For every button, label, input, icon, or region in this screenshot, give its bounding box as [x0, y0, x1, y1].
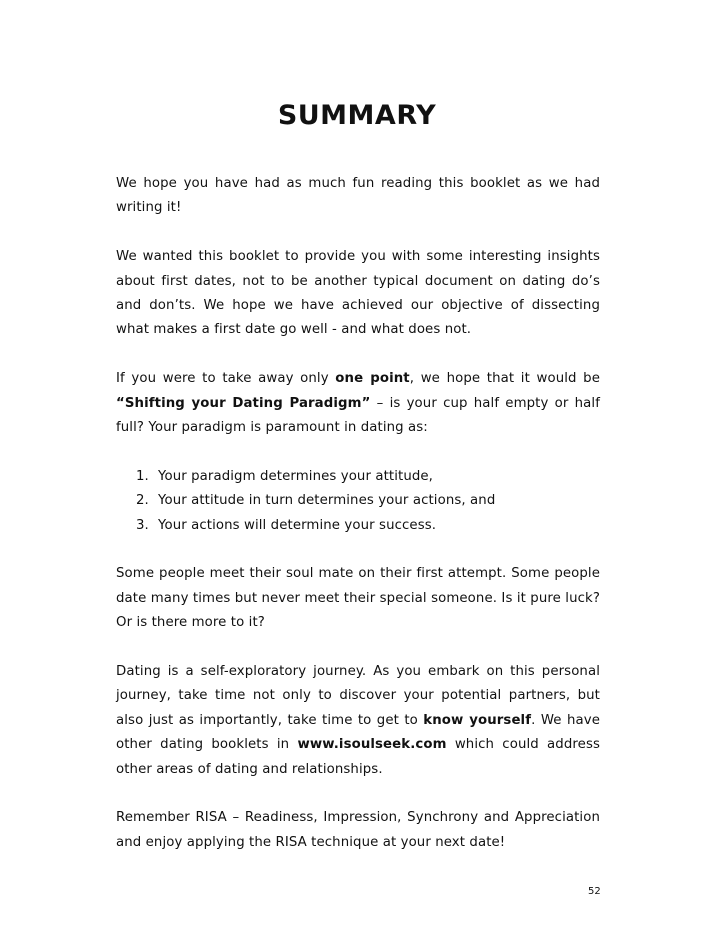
- paradigm-list: [116, 465, 600, 538]
- key-point-text-b: , we hope that it would be: [409, 371, 600, 387]
- key-point-text-c: – is your cup half empty or half full? Your paradigm is paramount in dating as:: [116, 395, 601, 436]
- summary-body: [116, 172, 600, 855]
- list-item: [116, 514, 600, 538]
- paragraph-risa: Remember RISA – Readiness, Impression, Synchrony and Appreciation and enjoy applying the RISA technique at your next date!: [116, 810, 600, 850]
- list-item-text: Your actions will determine your success.: [158, 517, 437, 533]
- paragraph-key-point: [116, 367, 600, 440]
- list-item: [116, 489, 600, 513]
- website-link: www.isoulseek.com: [297, 737, 447, 753]
- paragraph-journey: [116, 660, 600, 782]
- key-point-text-a: If you were to take away only: [116, 371, 336, 387]
- page-number: 52: [588, 886, 601, 897]
- journey-text-c: which could address other areas of dating and relationships.: [116, 737, 600, 777]
- paragraph-purpose: We wanted this booklet to provide you with some interesting insights about first dates, not to be another typical document on dating do’s and don’ts. We hope we have achieved our objective of dissecting what makes a first date go well - and what does not.: [116, 249, 600, 338]
- paradigm-phrase: “Shifting your Dating Paradigm”: [116, 395, 371, 411]
- journey-text-b: . We have other dating booklets in: [116, 712, 600, 753]
- list-item-number: 3.: [136, 517, 149, 533]
- know-yourself-bold: know yourself: [423, 712, 532, 728]
- paragraph-luck: Some people meet their soul mate on their first attempt. Some people date many times but never meet their special someone. Is it pure luck? Or is there more to it?: [116, 566, 600, 631]
- list-item: [116, 465, 600, 489]
- list-item-text: Your paradigm determines your attitude,: [158, 468, 434, 484]
- page-title: SUMMARY: [277, 100, 437, 131]
- list-item-number: 2.: [136, 493, 149, 509]
- list-item-number: 1.: [136, 468, 149, 484]
- journey-text-a: Dating is a self-exploratory journey. As you embark on this personal journey, take time not only to discover your potential partners, but also just as importantly, take time to get to: [116, 664, 600, 728]
- paragraph-intro: We hope you have had as much fun reading this booklet as we had writing it!: [116, 176, 600, 216]
- list-item-text: Your attitude in turn determines your actions, and: [158, 493, 496, 509]
- key-point-bold: one point: [335, 371, 410, 387]
